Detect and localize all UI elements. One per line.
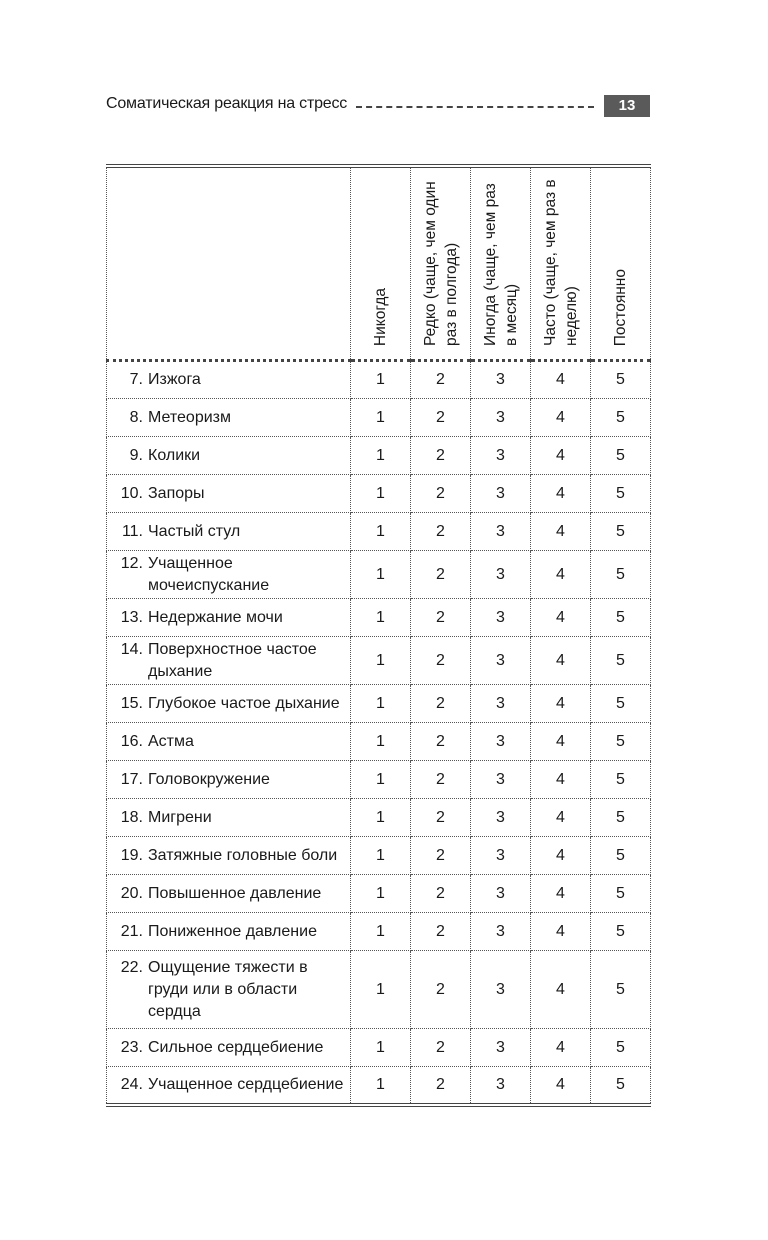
score-option: 4 <box>531 637 591 685</box>
symptom-number: 14. <box>120 640 143 658</box>
symptom-label: Недержание мочи <box>148 608 283 626</box>
symptom-number: 8. <box>129 408 143 426</box>
score-option: 5 <box>591 875 651 913</box>
table-row <box>107 637 651 685</box>
score-option: 4 <box>531 1067 591 1105</box>
symptom-number: 13. <box>120 608 143 626</box>
table-row <box>107 685 651 723</box>
score-option: 4 <box>531 837 591 875</box>
symptom-cell <box>107 361 351 399</box>
score-option: 2 <box>411 913 471 951</box>
table-row <box>107 799 651 837</box>
score-option: 2 <box>411 637 471 685</box>
score-option: 2 <box>411 475 471 513</box>
score-option: 3 <box>471 361 531 399</box>
table-row <box>107 913 651 951</box>
symptom-number: 24. <box>120 1075 143 1093</box>
symptom-label: Сильное сердцебиение <box>148 1038 324 1056</box>
symptom-label: Учащенное мочеиспускание <box>148 554 270 594</box>
symptom-frequency-table <box>106 164 651 1107</box>
column-header-never: Никогда <box>351 166 411 361</box>
score-option: 2 <box>411 723 471 761</box>
score-option: 4 <box>531 761 591 799</box>
score-option: 3 <box>471 1067 531 1105</box>
score-option: 1 <box>351 599 411 637</box>
score-option: 4 <box>531 913 591 951</box>
symptom-cell <box>107 913 351 951</box>
score-option: 2 <box>411 513 471 551</box>
symptom-number: 9. <box>129 446 143 464</box>
table-row <box>107 723 651 761</box>
score-option: 1 <box>351 399 411 437</box>
score-option: 3 <box>471 475 531 513</box>
score-option: 2 <box>411 837 471 875</box>
table-row <box>107 399 651 437</box>
score-option: 4 <box>531 551 591 599</box>
score-option: 3 <box>471 513 531 551</box>
symptom-cell <box>107 637 351 685</box>
symptom-label: Глубокое частое дыхание <box>148 694 340 712</box>
score-option: 2 <box>411 1067 471 1105</box>
symptom-label: Головокружение <box>148 770 270 788</box>
table-header-row <box>107 166 651 361</box>
table-row <box>107 475 651 513</box>
symptom-number: 7. <box>129 371 143 388</box>
symptom-label: Частый стул <box>148 522 241 540</box>
score-option: 3 <box>471 799 531 837</box>
score-option: 5 <box>591 799 651 837</box>
table-row <box>107 951 651 1029</box>
symptom-column-header <box>107 166 351 361</box>
score-option: 4 <box>531 875 591 913</box>
score-option: 5 <box>591 913 651 951</box>
score-option: 5 <box>591 599 651 637</box>
score-option: 2 <box>411 599 471 637</box>
symptom-cell <box>107 875 351 913</box>
symptom-label: Запоры <box>148 484 205 502</box>
symptom-number: 16. <box>120 732 143 750</box>
score-option: 1 <box>351 1029 411 1067</box>
score-option: 2 <box>411 437 471 475</box>
symptom-label: Повышенное давление <box>148 884 322 902</box>
score-option: 2 <box>411 399 471 437</box>
score-option: 1 <box>351 913 411 951</box>
symptom-label: Мигрени <box>148 808 212 826</box>
score-option: 3 <box>471 837 531 875</box>
score-option: 2 <box>411 685 471 723</box>
score-option: 1 <box>351 723 411 761</box>
score-option: 3 <box>471 875 531 913</box>
score-option: 5 <box>591 1067 651 1105</box>
table-row <box>107 437 651 475</box>
score-option: 3 <box>471 913 531 951</box>
score-option: 2 <box>411 951 471 1029</box>
score-option: 4 <box>531 599 591 637</box>
score-option: 5 <box>591 513 651 551</box>
symptom-cell <box>107 799 351 837</box>
column-header-often: Часто (чаще, чем раз в неделю) <box>531 166 591 361</box>
score-option: 3 <box>471 551 531 599</box>
score-option: 5 <box>591 951 651 1029</box>
symptom-number: 19. <box>120 846 143 864</box>
score-option: 2 <box>411 761 471 799</box>
symptom-cell <box>107 685 351 723</box>
score-option: 3 <box>471 761 531 799</box>
symptom-label: Метеоризм <box>148 408 231 426</box>
score-option: 3 <box>471 399 531 437</box>
table-row <box>107 875 651 913</box>
score-option: 3 <box>471 599 531 637</box>
score-option: 4 <box>531 437 591 475</box>
score-option: 5 <box>591 437 651 475</box>
table-row <box>107 599 651 637</box>
symptom-number: 20. <box>120 884 143 902</box>
symptom-label: Изжога <box>148 371 201 388</box>
score-option: 1 <box>351 361 411 399</box>
table-row <box>107 1067 651 1105</box>
score-option: 3 <box>471 1029 531 1067</box>
symptom-cell <box>107 513 351 551</box>
score-option: 4 <box>531 513 591 551</box>
score-option: 5 <box>591 361 651 399</box>
score-option: 2 <box>411 361 471 399</box>
score-option: 1 <box>351 837 411 875</box>
symptom-cell <box>107 761 351 799</box>
score-option: 3 <box>471 637 531 685</box>
score-option: 4 <box>531 475 591 513</box>
score-option: 2 <box>411 551 471 599</box>
score-option: 5 <box>591 551 651 599</box>
score-option: 3 <box>471 437 531 475</box>
page-header-title: Соматическая реакция на стресс <box>106 95 348 112</box>
symptom-label: Учащенное сердцебиение <box>148 1075 344 1093</box>
table-row <box>107 837 651 875</box>
symptom-number: 11. <box>121 522 143 540</box>
symptom-number: 22. <box>120 958 143 976</box>
symptom-number: 18. <box>120 808 143 826</box>
table-row <box>107 551 651 599</box>
symptom-cell <box>107 399 351 437</box>
score-option: 1 <box>351 761 411 799</box>
score-option: 4 <box>531 399 591 437</box>
score-option: 2 <box>411 799 471 837</box>
symptom-cell <box>107 723 351 761</box>
score-option: 5 <box>591 685 651 723</box>
table-row <box>107 761 651 799</box>
score-option: 1 <box>351 475 411 513</box>
column-header-rarely: Редко (чаще, чем один раз в полгода) <box>411 166 471 361</box>
score-option: 1 <box>351 513 411 551</box>
score-option: 5 <box>591 837 651 875</box>
symptom-cell <box>107 951 351 1029</box>
table-row <box>107 1029 651 1067</box>
symptom-number: 10. <box>120 484 143 502</box>
score-option: 5 <box>591 1029 651 1067</box>
header-dashed-rule <box>356 106 594 108</box>
score-option: 3 <box>471 685 531 723</box>
score-option: 5 <box>591 637 651 685</box>
symptom-label: Пониженное давление <box>148 922 317 940</box>
score-option: 2 <box>411 1029 471 1067</box>
symptom-label: Колики <box>148 446 201 464</box>
score-option: 1 <box>351 1067 411 1105</box>
symptom-number: 23. <box>120 1038 143 1056</box>
symptom-cell <box>107 1029 351 1067</box>
symptom-number: 15. <box>120 694 143 712</box>
column-header-constantly: Постоянно <box>591 166 651 361</box>
score-option: 1 <box>351 437 411 475</box>
symptom-label: Затяжные головные боли <box>148 846 338 864</box>
symptom-cell <box>107 1067 351 1105</box>
table-row <box>107 361 651 399</box>
symptom-cell <box>107 599 351 637</box>
symptom-number: 17. <box>120 770 143 788</box>
symptom-cell <box>107 837 351 875</box>
score-option: 5 <box>591 761 651 799</box>
score-option: 4 <box>531 685 591 723</box>
score-option: 3 <box>471 951 531 1029</box>
score-option: 1 <box>351 799 411 837</box>
score-option: 4 <box>531 1029 591 1067</box>
score-option: 1 <box>351 551 411 599</box>
score-option: 2 <box>411 875 471 913</box>
score-option: 1 <box>351 951 411 1029</box>
page-number-badge: 13 <box>604 95 650 117</box>
score-option: 5 <box>591 723 651 761</box>
score-option: 5 <box>591 399 651 437</box>
score-option: 4 <box>531 723 591 761</box>
score-option: 4 <box>531 951 591 1029</box>
score-option: 4 <box>531 361 591 399</box>
score-option: 5 <box>591 475 651 513</box>
symptom-label: Астма <box>148 732 194 750</box>
table-row <box>107 513 651 551</box>
score-option: 1 <box>351 637 411 685</box>
symptom-cell <box>107 437 351 475</box>
symptom-label: Поверхностное частое дыхание <box>148 640 317 680</box>
symptom-number: 21. <box>120 922 143 940</box>
symptom-cell <box>107 475 351 513</box>
score-option: 4 <box>531 799 591 837</box>
symptom-cell <box>107 551 351 599</box>
score-option: 3 <box>471 723 531 761</box>
score-option: 1 <box>351 685 411 723</box>
symptom-number: 12. <box>120 554 143 572</box>
symptom-label: Ощущение тяжести в груди или в области сердца <box>148 958 308 1020</box>
score-option: 1 <box>351 875 411 913</box>
column-header-sometimes: Иногда (чаще, чем раз в месяц) <box>471 166 531 361</box>
